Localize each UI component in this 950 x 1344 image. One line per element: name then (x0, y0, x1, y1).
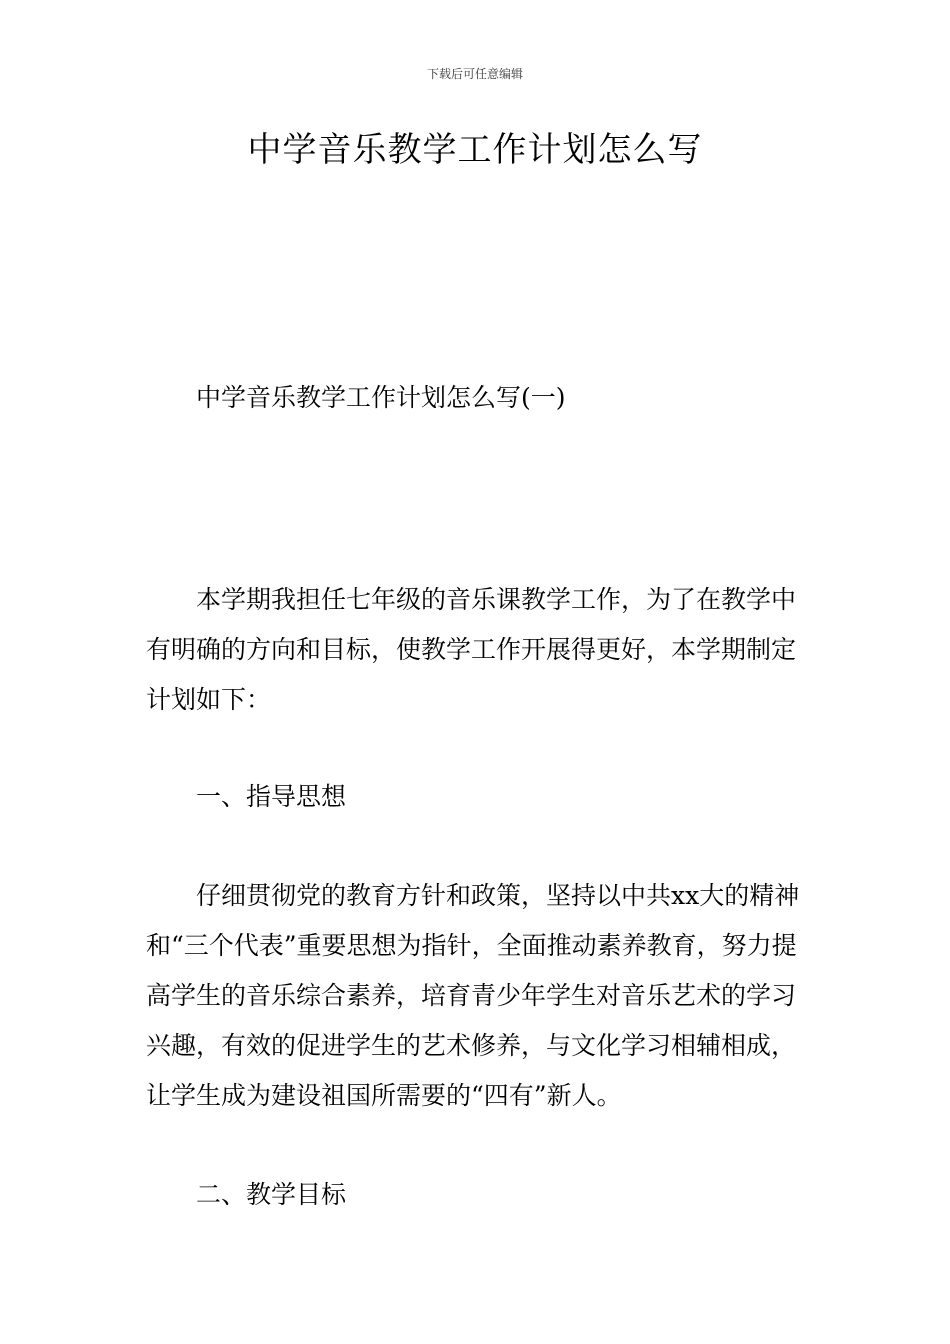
intro-paragraph: 本学期我担任七年级的音乐课教学工作，为了在教学中有明确的方向和目标，使教学工作开展得更好，本学期制定计划如下： (146, 585, 797, 714)
section-subtitle: 中学音乐教学工作计划怎么写(一) (196, 383, 566, 412)
header-note: 下载后可任意编辑 (426, 67, 523, 81)
document-title: 中学音乐教学工作计划怎么写 (247, 130, 703, 170)
guiding-ideology-paragraph: 仔细贯彻党的教育方针和政策，坚持以中共xx大的精神和“三个代表”重要思想为指针，全面推动素养教育，努力提高学生的音乐综合素养，培育青少年学生对音乐艺术的学习兴趣，有效的促进学生的艺术修养，与文化学习相辅相成，让学生成为建设祖国所需要的“四有”新人。 (146, 881, 800, 1110)
section-heading-guiding-ideology: 一、指导思想 (196, 782, 347, 811)
section-heading-teaching-goals: 二、教学目标 (196, 1180, 347, 1209)
